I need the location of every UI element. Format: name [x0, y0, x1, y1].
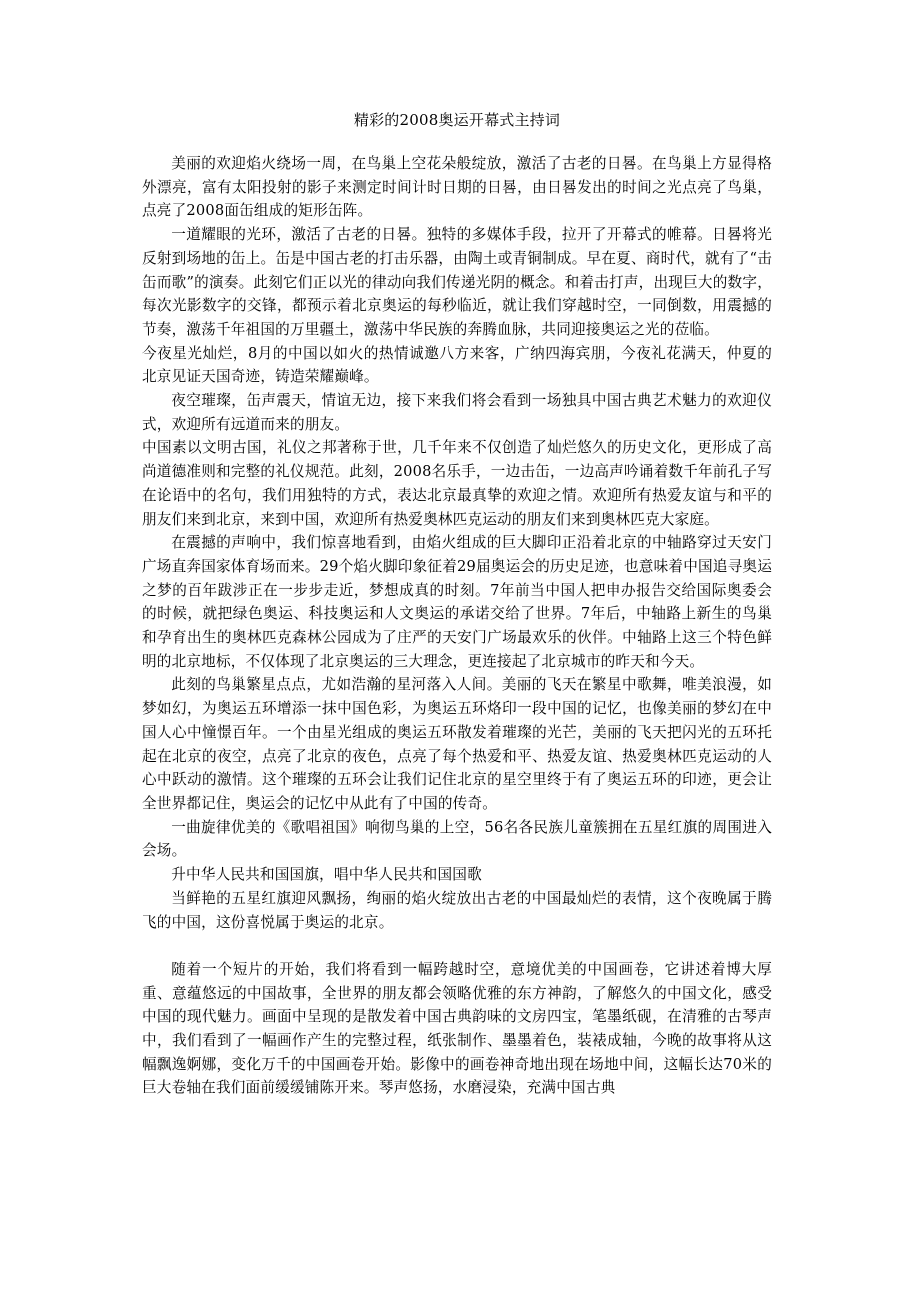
paragraph-8: 一曲旋律优美的《歌唱祖国》响彻鸟巢的上空，56名各民族儿童簇拥在五星红旗的周围进入会场。 [142, 818, 772, 860]
paragraph-3: 今夜星光灿烂，8月的中国以如火的热情诚邀八方来客，广纳四海宾朋，今夜礼花满天，仲夏的北京见证天国奇迹，铸造荣耀巅峰。 [142, 344, 772, 386]
paragraph-7: 此刻的鸟巢繁星点点，尤如浩瀚的星河落入人间。美丽的飞天在繁星中歌舞，唯美浪漫，如梦如幻，为奥运五环增添一抹中国色彩，为奥运五环烙印一段中国的记忆，也像美丽的梦幻在中国人心中憧憬百年。一个由星光组成的奥运五环散发着璀璨的光芒，美丽的飞天把闪光的五环托起在北京的夜空，点亮了北京的夜色，点亮了每个热爱和平、热爱友谊、热爱奥林匹克运动的人心中跃动的激情。这个璀璨的五环会让我们记住北京的星空里终于有了奥运五环的印迹，更会让全世界都记住，奥运会的记忆中从此有了中国的传奇。 [142, 676, 772, 812]
paragraph-4: 夜空璀璨，缶声震天，情谊无边，接下来我们将会看到一场独具中国古典艺术魅力的欢迎仪式，欢迎所有远道而来的朋友。 [142, 392, 772, 433]
blank-line [142, 934, 772, 958]
document-title: 精彩的2008奥运开幕式主持词 [353, 111, 561, 129]
document-page [142, 110, 772, 1100]
paragraph-1: 美丽的欢迎焰火绕场一周，在鸟巢上空花朵般绽放，激活了古老的日晷。在鸟巢上方显得格外漂亮，富有太阳投射的影子来测定时间计时日期的日晷，由日晷发出的时间之光点亮了鸟巢，点亮了2008面缶组成的矩形缶阵。 [142, 155, 772, 220]
paragraph-5: 中国素以文明古国，礼仪之邦著称于世，几千年来不仅创造了灿烂悠久的历史文化，更形成了高尚道德准则和完整的礼仪规范。此刻，2008名乐手，一边击缶，一边高声吟诵着数千年前孔子写在论语中的名句，我们用独特的方式，表达北京最真挚的欢迎之情。欢迎所有热爱友谊与和平的朋友们来到北京，来到中国，欢迎所有热爱奥林匹克运动的朋友们来到奥林匹克大家庭。 [142, 439, 772, 528]
paragraph-2: 一道耀眼的光环，激活了古老的日晷。独特的多媒体手段，拉开了开幕式的帷幕。日晷将光反射到场地的缶上。缶是中国古老的打击乐器，由陶土或青铜制成。早在夏、商时代，就有了“击缶而歌”的演奏。此刻它们正以光的律动向我们传递光阴的概念。和着击打声，出现巨大的数字，每次光影数字的交锋，都预示着北京奥运的每秒临近，就让我们穿越时空，一同倒数，用震撼的节奏，激荡千年祖国的万里疆土，激荡中华民族的奔腾血脉，共同迎接奥运之光的莅临。 [142, 226, 772, 338]
paragraph-6: 在震撼的声响中，我们惊喜地看到，由焰火组成的巨大脚印正沿着北京的中轴路穿过天安门广场直奔国家体育场而来。29个焰火脚印象征着29届奥运会的历史足迹，也意味着中国追寻奥运之梦的百年跋涉正在一步步走近，梦想成真的时刻。7年前当中国人把申办报告交给国际奥委会的时候，就把绿色奥运、科技奥运和人文奥运的承诺交给了世界。7年后，中轴路上新生的鸟巢和孕育出生的奥林匹克森林公园成为了庄严的天安门广场最欢乐的伙伴。中轴路上这三个特色鲜明的北京地标，不仅体现了北京奥运的三大理念，更连接起了北京城市的昨天和今天。 [142, 534, 772, 670]
paragraph-11: 随着一个短片的开始，我们将看到一幅跨越时空，意境优美的中国画卷，它讲述着博大厚重、意蕴悠远的中国故事，全世界的朋友都会领略优雅的东方神韵，了解悠久的中国文化，感受中国的现代魅力。画面中呈现的是散发着中国古典韵味的文房四宝，笔墨纸砚，在清雅的古琴声中，我们看到了一幅画作产生的完整过程，纸张制作、墨墨着色，装裱成轴，今晚的故事将从这幅飘逸婀娜，变化万千的中国画卷开始。影像中的画卷神奇地出现在场地中间，这幅长达70米的巨大卷轴在我们面前缓缓铺陈开来。琴声悠扬，水磨浸染，充满中国古典 [142, 960, 772, 1097]
paragraph-10: 当鲜艳的五星红旗迎风飘扬，绚丽的焰火绽放出古老的中国最灿烂的表情，这个夜晚属于腾飞的中国，这份喜悦属于奥运的北京。 [142, 889, 772, 931]
paragraph-9: 升中华人民共和国国旗，唱中华人民共和国国歌 [171, 866, 482, 884]
